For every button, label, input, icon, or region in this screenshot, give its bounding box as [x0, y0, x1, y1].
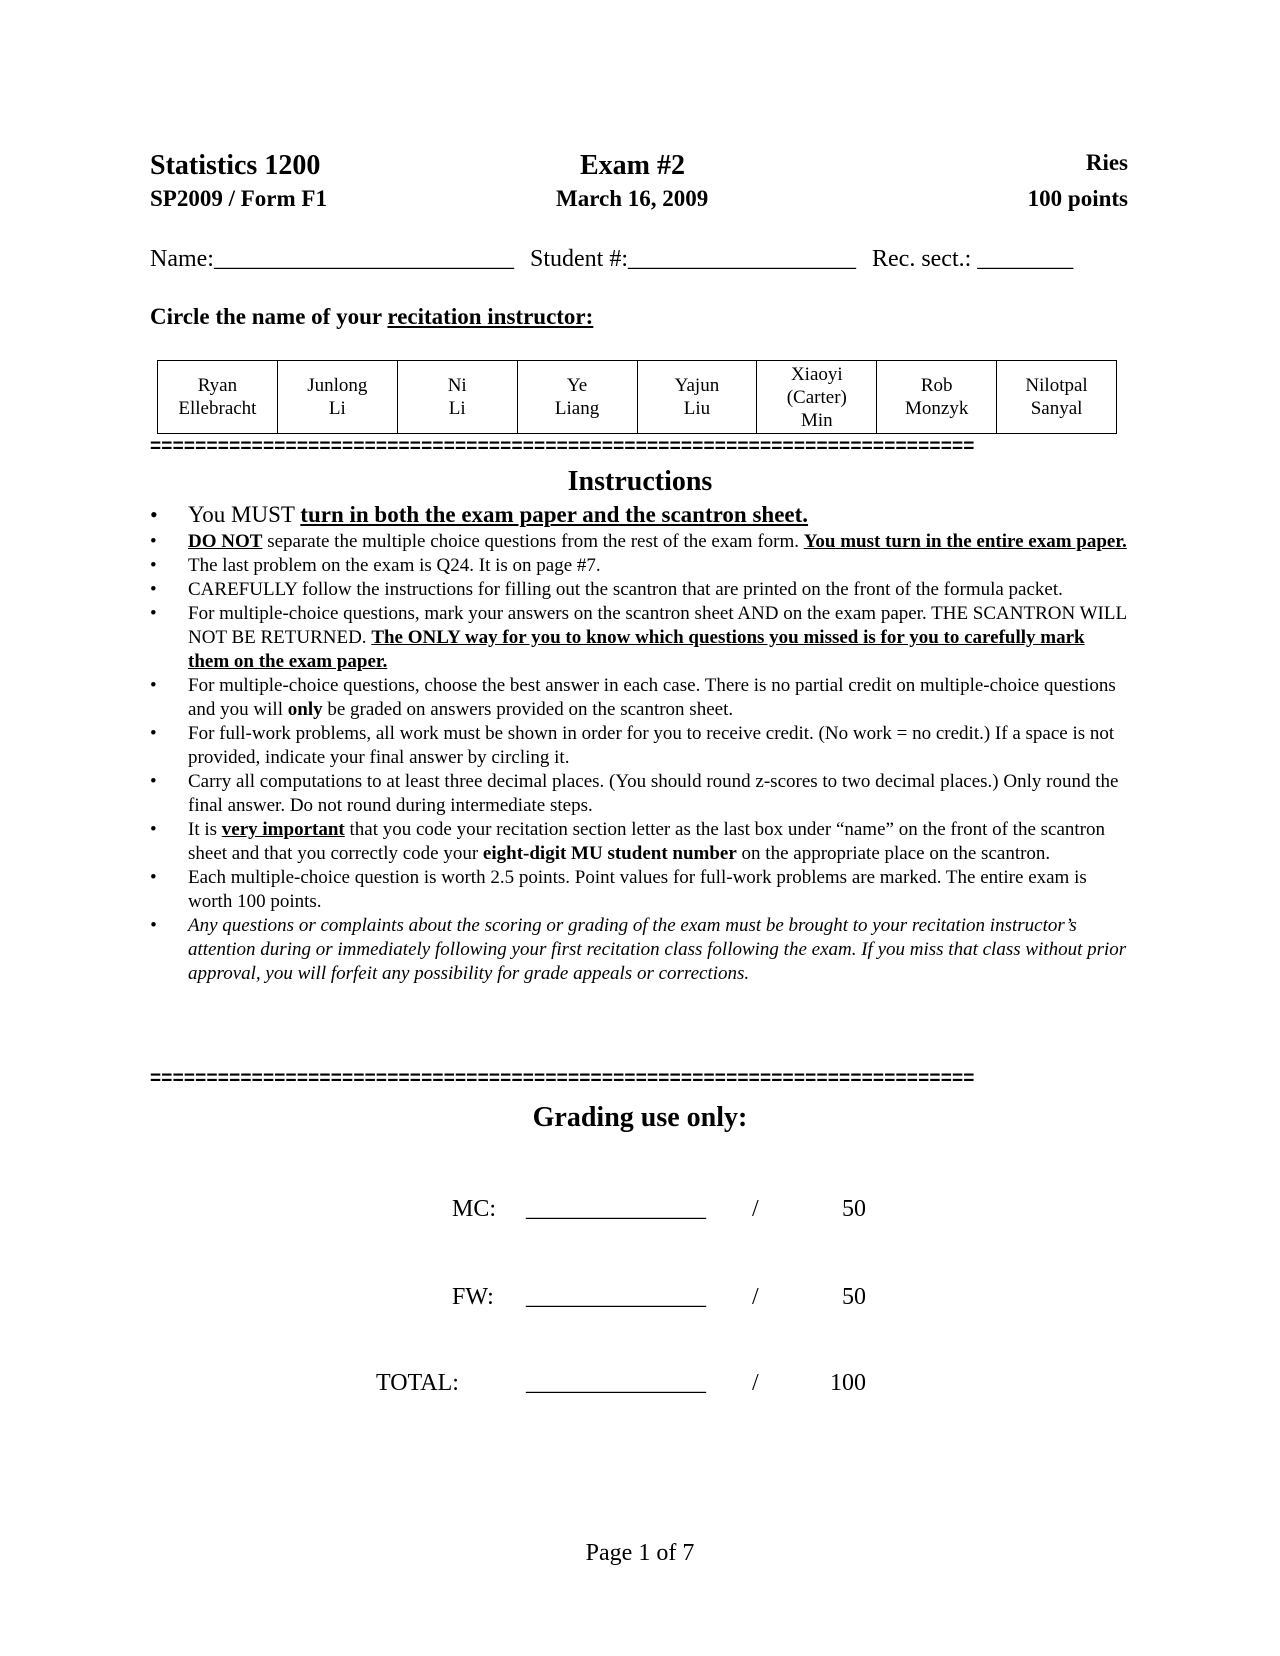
instructor-cell-min[interactable]: Xiaoyi (Carter) Min: [757, 361, 877, 434]
grading-fw-blank[interactable]: _______________: [526, 1284, 706, 1310]
list-item: • DO NOT separate the multiple choice questions from the rest of the exam form. You must turn in the entire exam paper.: [150, 530, 1130, 554]
grading-mc-blank[interactable]: _______________: [526, 1196, 706, 1222]
total-points: 100 points: [1027, 186, 1128, 211]
course-title: Statistics 1200: [150, 150, 321, 181]
grading-total-blank[interactable]: _______________: [526, 1370, 706, 1396]
grading-title: Grading use only:: [532, 1102, 748, 1133]
instructor-row: [158, 361, 1117, 434]
instructor-table: [157, 360, 1117, 434]
list-item: • Carry all computations to at least three decimal places. (You should round z-scores to two decimal places.) Only round the final answer. Do not round during intermediate steps.: [150, 770, 1130, 818]
list-item: • CAREFULLY follow the instructions for filling out the scantron that are printed on the front of the formula packet.: [150, 578, 1130, 602]
instructor-cell-ni-li[interactable]: Ni Li: [397, 361, 517, 434]
name-label: Name:: [150, 246, 214, 272]
student-number-blank[interactable]: ___________________: [628, 246, 856, 272]
instructor-cell-sanyal[interactable]: Nilotpal Sanyal: [997, 361, 1117, 434]
list-item: • It is very important that you code your recitation section letter as the last box under “name” on the front of the scantron sheet and that you correctly code your eight-digit MU student number on the appropriate place on the scantron.: [150, 818, 1130, 866]
rec-section-blank[interactable]: ________: [977, 246, 1074, 272]
instructor-name: Ries: [1085, 150, 1128, 175]
grading-mc-label: MC:: [452, 1196, 497, 1222]
instructor-cell-monzyk[interactable]: Rob Monzyk: [877, 361, 997, 434]
list-item: • Any questions or complaints about the scoring or grading of the exam must be brought to your recitation instructor’s attention during or immediately following your first recitation class following the exam. If you miss that class without prior approval, you will forfeit any possibility for grade appeals or corrections.: [150, 914, 1130, 986]
list-item: • For multiple-choice questions, mark your answers on the scantron sheet AND on the exam paper. THE SCANTRON WILL NOT BE RETURNED. The ONLY way for you to know which questions you missed is for you to carefully mark them on the exam paper.: [150, 602, 1130, 674]
instructor-cell-liang[interactable]: Ye Liang: [517, 361, 637, 434]
circle-instructor-prompt: [150, 304, 593, 330]
instructions-list: [150, 500, 1130, 986]
grading-fw-max: 50: [842, 1284, 866, 1310]
grading-total-slash: /: [752, 1370, 759, 1396]
instructor-cell-ellebracht[interactable]: Ryan Ellebracht: [158, 361, 278, 434]
student-number-label: Student #:: [529, 246, 628, 272]
student-info-row: [150, 246, 1073, 273]
instructor-cell-junlong-li[interactable]: Junlong Li: [277, 361, 397, 434]
list-item: • For multiple-choice questions, choose the best answer in each case. There is no partial credit on multiple-choice questions and you will only be graded on answers provided on the scantron sheet.: [150, 674, 1130, 722]
exam-form: SP2009 / Form F1: [150, 186, 327, 211]
list-item: • For full-work problems, all work must be shown in order for you to receive credit. (No work = no credit.) If a space is not provided, indicate your final answer by circling it.: [150, 722, 1130, 770]
divider-bottom: =========================================================================: [150, 1068, 975, 1089]
instructor-cell-liu[interactable]: Yajun Liu: [637, 361, 757, 434]
rec-section-label: Rec. sect.:: [872, 246, 972, 272]
grading-fw-slash: /: [752, 1284, 759, 1310]
divider-top: =========================================================================: [150, 436, 975, 457]
grading-fw-label: FW:: [452, 1284, 494, 1310]
exam-title: Exam #2: [580, 150, 685, 181]
prompt-prefix: Circle the name of your: [150, 304, 388, 329]
name-blank[interactable]: _________________________: [213, 246, 514, 272]
list-item: • You MUST turn in both the exam paper and the scantron sheet.: [150, 500, 1130, 530]
instructions-title: Instructions: [567, 466, 713, 497]
prompt-emphasis: recitation instructor:: [387, 304, 594, 329]
grading-total-max: 100: [830, 1370, 866, 1396]
list-item: • Each multiple-choice question is worth 2.5 points. Point values for full-work problems are marked. The entire exam is worth 100 points.: [150, 866, 1130, 914]
grading-mc-slash: /: [752, 1196, 759, 1222]
page-number: Page 1 of 7: [585, 1540, 695, 1566]
grading-total-label: TOTAL:: [376, 1370, 459, 1396]
exam-date: March 16, 2009: [556, 186, 709, 211]
list-item: • The last problem on the exam is Q24. It is on page #7.: [150, 554, 1130, 578]
grading-mc-max: 50: [842, 1196, 866, 1222]
